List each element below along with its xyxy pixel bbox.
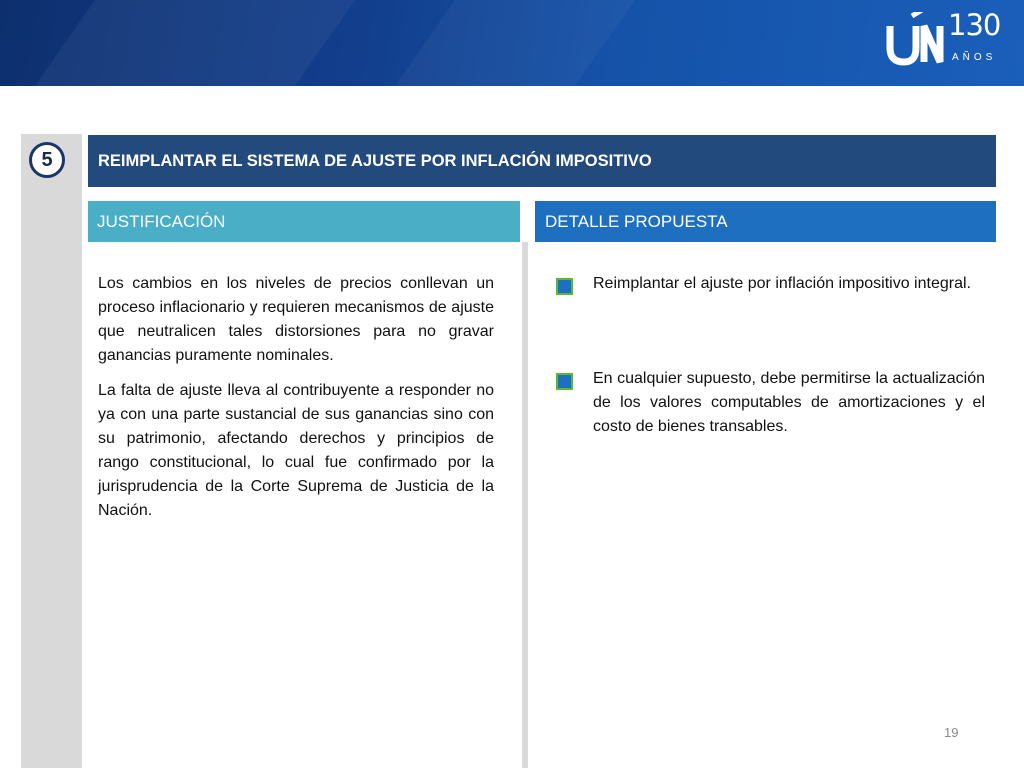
logo-anniversary-number: 130 <box>948 8 1001 42</box>
justification-paragraph: La falta de ajuste lleva al contribuyente a responder no ya con una parte sustancial de sus ganancias sino con su patrimonio, afectando derechos y principios de rango constitucional, lo cual fue confirmado por la jurisprudencia de la Corte Suprema de Justicia de la Nación. <box>98 382 494 519</box>
uia-logo-mark-icon <box>886 12 948 68</box>
proposal-heading: DETALLE PROPUESTA <box>535 201 996 242</box>
left-sidebar-strip <box>21 134 82 768</box>
justification-paragraph: Los cambios en los niveles de precios conllevan un proceso inflacionario y requieren mecanismos de ajuste que neutralicen tales distorsiones para no gravar ganancias puramente nominales. <box>98 275 494 364</box>
proposal-item: En cualquier supuesto, debe permitirse la actualización de los valores computables de amortizaciones y el costo de bienes transables. <box>593 370 985 435</box>
page-number: 19 <box>944 725 959 740</box>
column-divider <box>522 242 528 768</box>
banner-decoration <box>0 0 383 86</box>
logo-anniversary-label: AÑOS <box>952 52 997 63</box>
header-banner <box>0 0 1024 86</box>
section-number-badge: 5 <box>29 142 65 178</box>
section-title: REIMPLANTAR EL SISTEMA DE AJUSTE POR INFLACIÓN IMPOSITIVO <box>88 135 996 187</box>
uia-logo <box>886 8 1006 74</box>
banner-decoration <box>357 0 663 86</box>
square-bullet-icon <box>556 278 573 295</box>
proposal-item: Reimplantar el ajuste por inflación impositivo integral. <box>593 275 971 292</box>
justification-heading: JUSTIFICACIÓN <box>88 201 520 242</box>
square-bullet-icon <box>556 373 573 390</box>
justification-body <box>98 272 494 534</box>
